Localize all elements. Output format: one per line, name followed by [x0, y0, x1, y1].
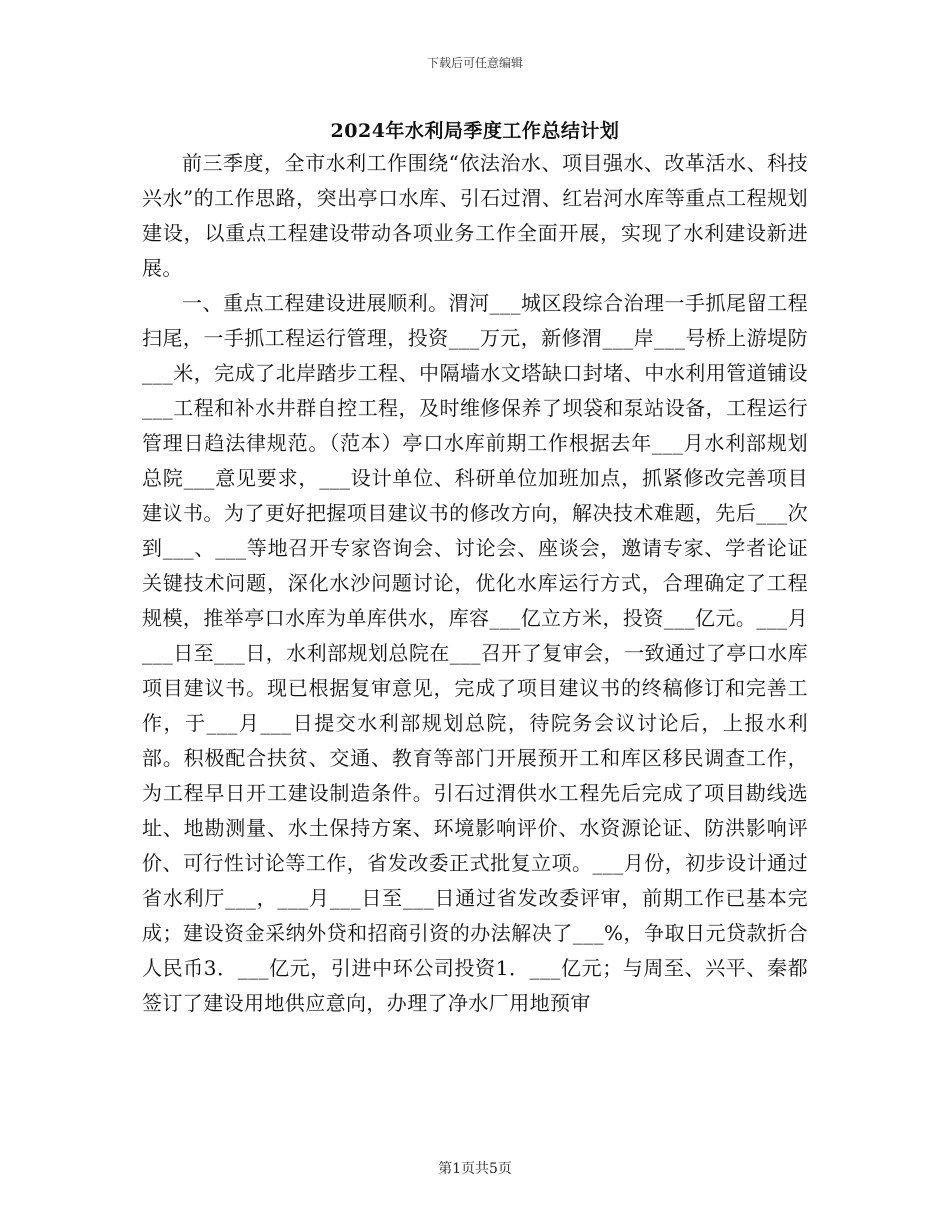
document-body	[142, 146, 808, 1021]
body-paragraph-key-projects: 一、重点工程建设进展顺利。渭河___城区段综合治理一手抓尾留工程扫尾，一手抓工程运行管理，投资___万元，新修渭___岸___号桥上游堤防___米，完成了北岸踏步工程、中隔墙水文塔缺口封堵、中水利用管道铺设___工程和补水井群自控工程，及时维修保养了坝袋和泵站设备，工程运行管理日趋法律规范。（范本）亭口水库前期工作根据去年___月水利部规划总院___意见要求，___设计单位、科研单位加班加点，抓紧修改完善项目建议书。为了更好把握项目建议书的修改方向，解决技术难题，先后___次到___、___等地召开专家咨询会、讨论会、座谈会，邀请专家、学者论证关键技术问题，深化水沙问题讨论，优化水库运行方式，合理确定了工程规模，推举亭口水库为单库供水，库容___亿立方米，投资___亿元。___月___日至___日，水利部规划总院在___召开了复审会，一致通过了亭口水库项目建议书。现已根据复审意见，完成了项目建议书的终稿修订和完善工作，于___月___日提交水利部规划总院，待院务会议讨论后，上报水利部。积极配合扶贫、交通、教育等部门开展预开工和库区移民调查工作，为工程早日开工建设制造条件。引石过渭供水工程先后完成了项目勘线选址、地勘测量、水土保持方案、环境影响评价、水资源论证、防洪影响评价、可行性讨论等工作，省发改委正式批复立项。___月份，初步设计通过省水利厅___，___月___日至___日通过省发改委评审，前期工作已基本完成；建设资金采纳外贷和招商引资的办法解决了___%，争取日元贷款折合人民币3．___亿元，引进中环公司投资1．___亿元；与周至、兴平、秦都签订了建设用地供应意向，办理了净水厂用地预审	[142, 291, 808, 1015]
page-number: 第1页共5页	[438, 1161, 512, 1177]
header-note: 下载后可任意编辑	[426, 56, 523, 70]
document-title: 2024年水利局季度工作总结计划	[330, 120, 620, 142]
body-paragraph-intro: 前三季度，全市水利工作围绕“依法治水、项目强水、改革活水、科技兴水”的工作思路，突出亭口水库、引石过渭、红岩河水库等重点工程规划建设，以重点工程建设带动各项业务工作全面开展，实现了水利建设新进展。	[142, 151, 808, 280]
